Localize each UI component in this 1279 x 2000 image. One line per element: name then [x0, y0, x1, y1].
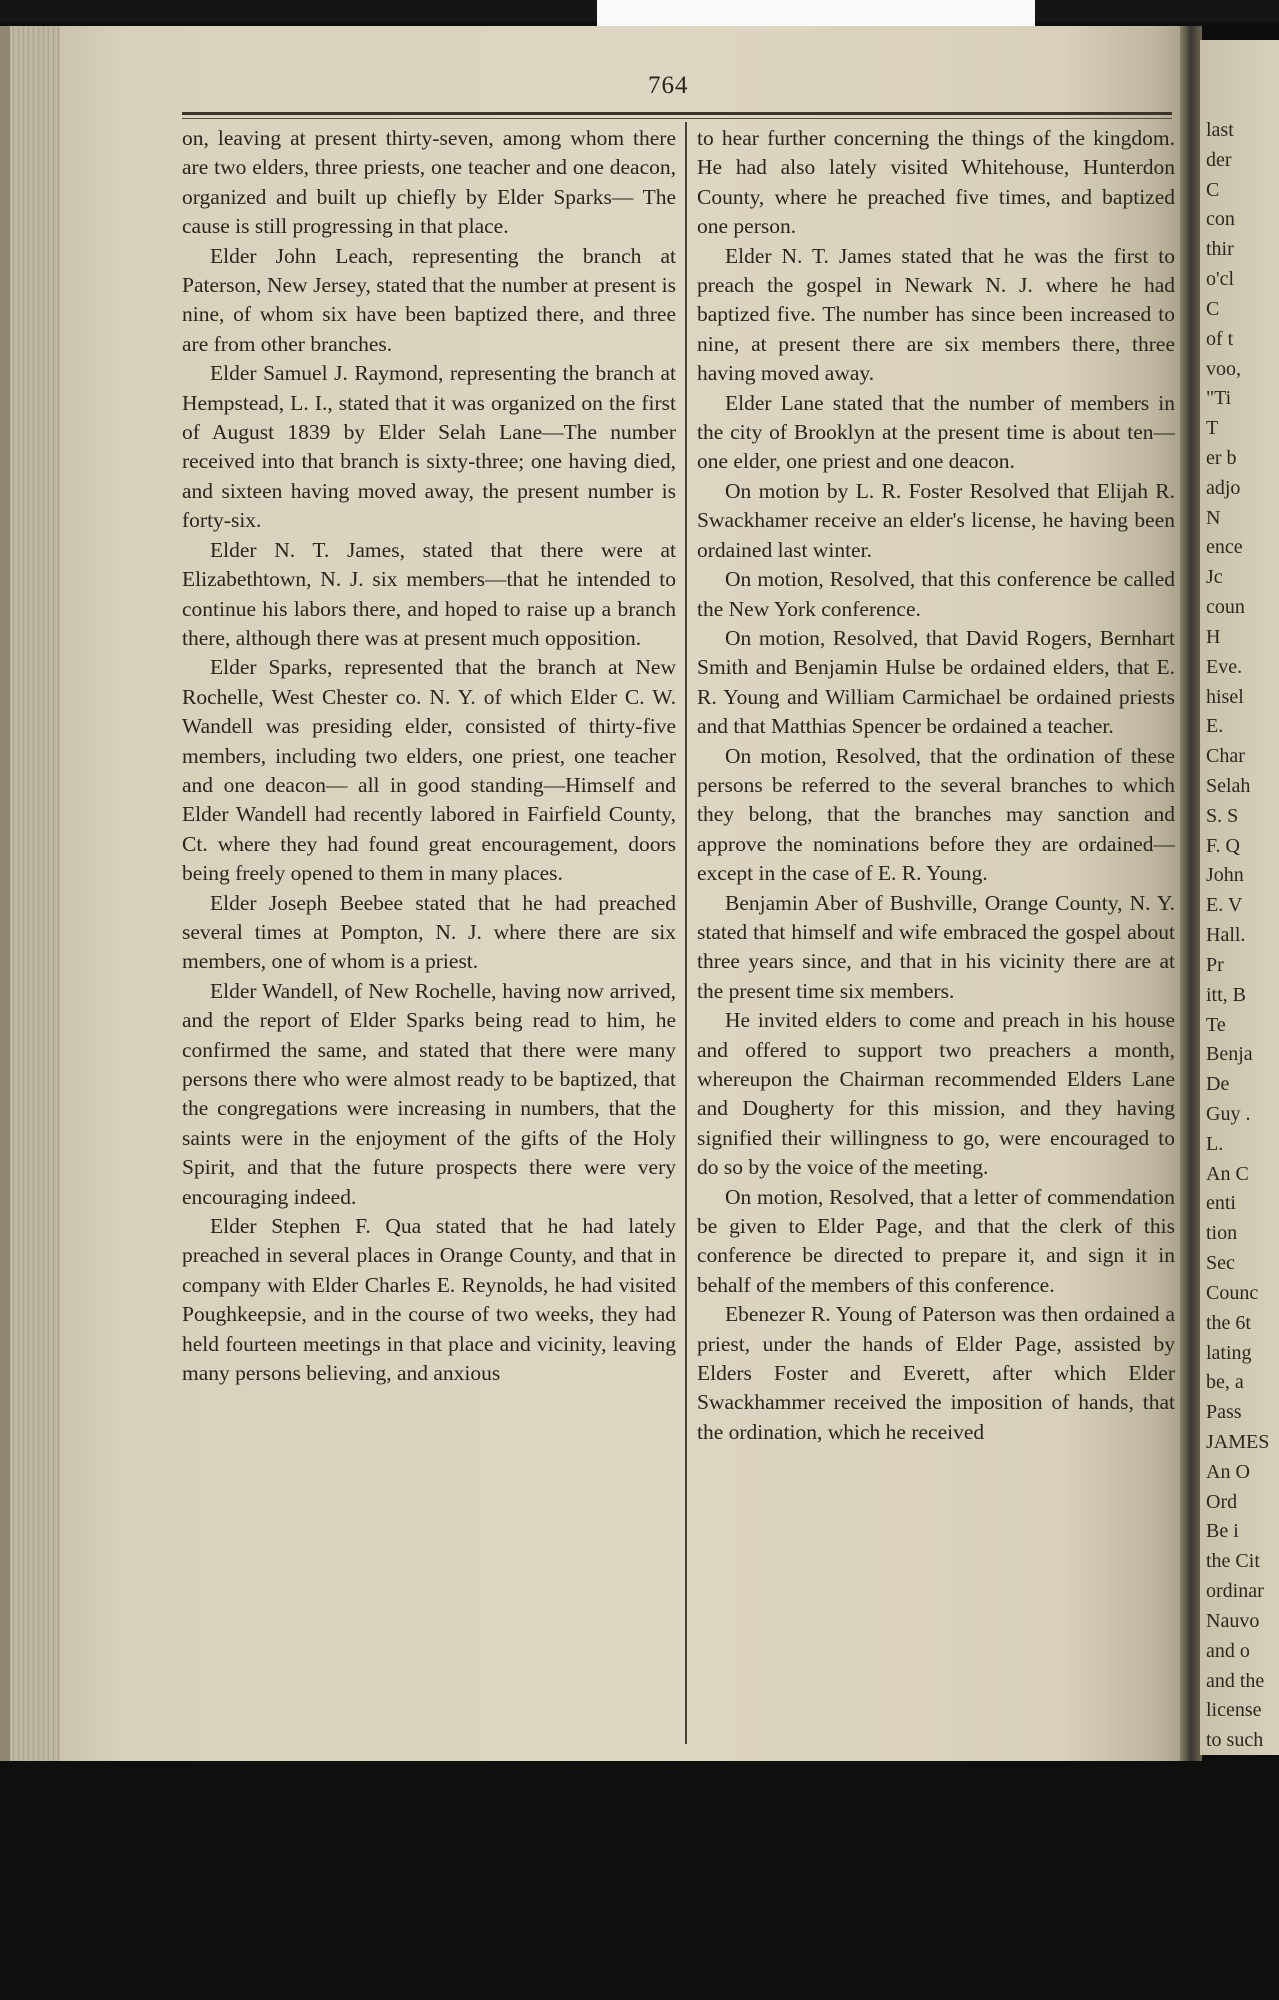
- adjacent-page-text-fragment: coun: [1206, 596, 1245, 619]
- adjacent-page-text-fragment: S. S: [1206, 804, 1239, 827]
- adjacent-page-text-fragment: Be i: [1206, 1520, 1239, 1543]
- paragraph: Elder Sparks, represented that the branch at New Rochelle, West Chester co. N. Y. of which Elder C. W. Wandell was presiding elder, consisted of thirty-five members, including two elders, one priest, one teacher and one deacon— all in good standing—Himself and Elder Wandell had recently labored in Fairfield County, Ct. where they had found great encouragement, doors being freely opened to them in many places.: [182, 655, 676, 886]
- book-binding-edge: [0, 26, 10, 1761]
- adjacent-page-text-fragment: der: [1206, 148, 1232, 171]
- adjacent-page-text-fragment: De: [1206, 1073, 1230, 1096]
- adjacent-page-text-fragment: C: [1206, 297, 1220, 320]
- paragraph: Elder Lane stated that the number of members in the city of Brooklyn at the present time is about ten—one elder, one priest and one deacon.: [697, 390, 1175, 474]
- paragraph: on, leaving at present thirty-seven, among whom there are two elders, three priests, one teacher and one deacon, organized and built up chiefly by Elder Sparks— The cause is still progressing in that place.: [182, 126, 676, 239]
- page-number: 764: [648, 72, 689, 99]
- adjacent-page-text-fragment: Guy .: [1206, 1103, 1251, 1125]
- paragraph: Elder Stephen F. Qua stated that he had lately preached in several places in Orange County, and that in company with Elder Charles E. Reynolds, he had visited Poughkeepsie, and in the course of two weeks, they had held fourteen meetings in that place and vicinity, leaving many persons believing, and anxious: [182, 1214, 676, 1386]
- adjacent-page-text-fragment: T: [1206, 417, 1219, 440]
- adjacent-page-text-fragment: license: [1206, 1699, 1262, 1722]
- adjacent-page-text-fragment: the 6t: [1206, 1311, 1251, 1334]
- column-divider: [685, 122, 687, 1744]
- adjacent-page-text-fragment: o'cl: [1206, 268, 1235, 291]
- adjacent-page-text-fragment: E. V: [1206, 894, 1243, 917]
- adjacent-page-text-fragment: hisel: [1206, 685, 1244, 708]
- adjacent-page-text-fragment: Pass: [1206, 1401, 1242, 1424]
- adjacent-page-text-fragment: voo,: [1206, 357, 1241, 380]
- adjacent-page-text-fragment: Eve.: [1206, 655, 1243, 678]
- adjacent-page-fragment: [1200, 40, 1279, 1755]
- header-rule: [182, 112, 1172, 115]
- adjacent-page-text-fragment: F. Q: [1206, 834, 1240, 857]
- adjacent-page-text-fragment: adjo: [1206, 476, 1241, 499]
- paragraph: Elder N. T. James, stated that there were at Elizabethtown, N. J. six members—that he intended to continue his labors there, and hoped to raise up a branch there, although there was at present much opposition.: [182, 537, 676, 650]
- adjacent-page-text-fragment: Nauvo: [1206, 1609, 1260, 1632]
- adjacent-page-text-fragment: itt, B: [1206, 983, 1247, 1006]
- adjacent-page-text-fragment: Te: [1206, 1013, 1226, 1036]
- adjacent-page-text-fragment: Hall.: [1206, 924, 1246, 947]
- adjacent-page-text-fragment: tion: [1206, 1222, 1238, 1245]
- paragraph: On motion, Resolved, that the ordination of these persons be referred to the several branches to which they belong, that the branches may sanction and approve the nominations before they are ordained—except in the case of E. R. Young.: [697, 743, 1175, 886]
- adjacent-page-text-fragment: con: [1206, 208, 1235, 231]
- adjacent-page-text-fragment: Selah: [1206, 775, 1251, 797]
- adjacent-page-text-fragment: E.: [1206, 715, 1224, 738]
- adjacent-page-text-fragment: Ord: [1206, 1490, 1238, 1513]
- adjacent-page-text-fragment: JAMES: [1206, 1431, 1270, 1453]
- paragraph: He invited elders to come and preach in his house and offered to support two preachers a month, whereupon the Chairman recommended Elders Lane and Dougherty for this mission, and they having signified their willingness to go, were encouraged to do so by the voice of the meeting.: [697, 1008, 1175, 1180]
- paragraph: On motion, Resolved, that this conference be called the New York conference.: [697, 567, 1175, 621]
- adjacent-page-text-fragment: Counc: [1206, 1281, 1259, 1304]
- adjacent-page-text-fragment: ence: [1206, 536, 1243, 559]
- paragraph: Benjamin Aber of Bushville, Orange County, N. Y. stated that himself and wife embraced the gospel about three years since, and that in his vicinity there are at the present time six members.: [697, 890, 1175, 1003]
- scan-top-gap: [597, 0, 1035, 26]
- adjacent-page-text-fragment: Benja: [1206, 1043, 1253, 1066]
- adjacent-page-text-fragment: John: [1206, 864, 1244, 887]
- adjacent-page-text-fragment: of t: [1206, 327, 1234, 350]
- adjacent-page-text-fragment: H: [1206, 625, 1221, 648]
- paragraph: to hear further concerning the things of the kingdom. He had also lately visited Whitehouse, Hunterdon County, where he preached five times, and baptized one person.: [697, 126, 1175, 239]
- paragraph: On motion, Resolved, that David Rogers, Bernhart Smith and Benjamin Hulse be ordained elders, that E. R. Young and William Carmichael be ordained priests and that Matthias Spencer be ordained a teacher.: [697, 625, 1175, 739]
- adjacent-page-text-fragment: enti: [1206, 1192, 1236, 1215]
- adjacent-page-text-fragment: Sec: [1206, 1252, 1235, 1275]
- paragraph: Elder N. T. James stated that he was the first to preach the gospel in Newark N. J. where he had baptized five. The number has since been increased to nine, at present there are six members there, three having moved away.: [697, 243, 1175, 386]
- adjacent-page-text-fragment: "Ti: [1206, 387, 1232, 410]
- adjacent-page-text-fragment: and the: [1206, 1669, 1265, 1692]
- adjacent-page-text-fragment: Pr: [1206, 953, 1224, 976]
- adjacent-page-text-fragment: lating: [1206, 1341, 1252, 1364]
- adjacent-page-text-fragment: An C: [1206, 1162, 1249, 1185]
- adjacent-page-text-fragment: L.: [1206, 1132, 1224, 1155]
- paragraph: On motion by L. R. Foster Resolved that Elijah R. Swackhamer receive an elder's license, he having been ordained last winter.: [697, 478, 1175, 562]
- book-gutter: [1180, 26, 1202, 1761]
- left-text-column: [182, 124, 676, 1388]
- adjacent-page-text-fragment: er b: [1206, 447, 1237, 469]
- adjacent-page-text-fragment: to such: [1206, 1729, 1264, 1752]
- paragraph: Ebenezer R. Young of Paterson was then ordained a priest, under the hands of Elder Page, assisted by Elders Foster and Everett, after which Elder Swackhammer received the imposition of hands, that the ordination, which he received: [697, 1302, 1175, 1444]
- paragraph: Elder John Leach, representing the branch at Paterson, New Jersey, stated that the number at present is nine, of whom six have been baptized there, and three are from other branches.: [182, 243, 676, 356]
- paragraph: Elder Samuel J. Raymond, representing the branch at Hempstead, L. I., stated that it was organized on the first of August 1839 by Elder Selah Lane—The number received into that branch is sixty-three; one having died, and sixteen having moved away, the present number is forty-six.: [182, 361, 676, 533]
- right-text-column: [697, 124, 1175, 1447]
- adjacent-page-text-fragment: and o: [1206, 1639, 1250, 1662]
- paragraph: On motion, Resolved, that a letter of commendation be given to Elder Page, and that the clerk of this conference be directed to prepare it, and sign it in behalf of the members of this conference.: [697, 1184, 1175, 1297]
- adjacent-page-text-fragment: C: [1206, 178, 1220, 201]
- paragraph: Elder Wandell, of New Rochelle, having now arrived, and the report of Elder Sparks being read to him, he confirmed the same, and stated that there were many persons there who were almost ready to be baptized, that the congregations were increasing in numbers, that the saints were in the enjoyment of the gifts of the Holy Spirit, and that the future prospects there were very encouraging indeed.: [182, 978, 676, 1209]
- adjacent-page-text-fragment: be, a: [1206, 1371, 1244, 1394]
- adjacent-page-text-fragment: N: [1206, 506, 1221, 529]
- header-rule-thin: [182, 118, 1172, 119]
- adjacent-page-text-fragment: ordinar: [1206, 1580, 1264, 1603]
- adjacent-page-text-fragment: Char: [1206, 745, 1245, 768]
- adjacent-page-text-fragment: the Cit: [1206, 1550, 1260, 1573]
- paragraph: Elder Joseph Beebee stated that he had preached several times at Pompton, N. J. where there are six members, one of whom is a priest.: [182, 890, 676, 974]
- adjacent-page-text-fragment: Jc: [1206, 566, 1223, 589]
- adjacent-page-text-fragment: An O: [1206, 1460, 1250, 1483]
- adjacent-page-text-fragment: thir: [1206, 238, 1234, 261]
- scan-bottom-border: [0, 1761, 1279, 2000]
- adjacent-page-text-fragment: last: [1206, 119, 1234, 141]
